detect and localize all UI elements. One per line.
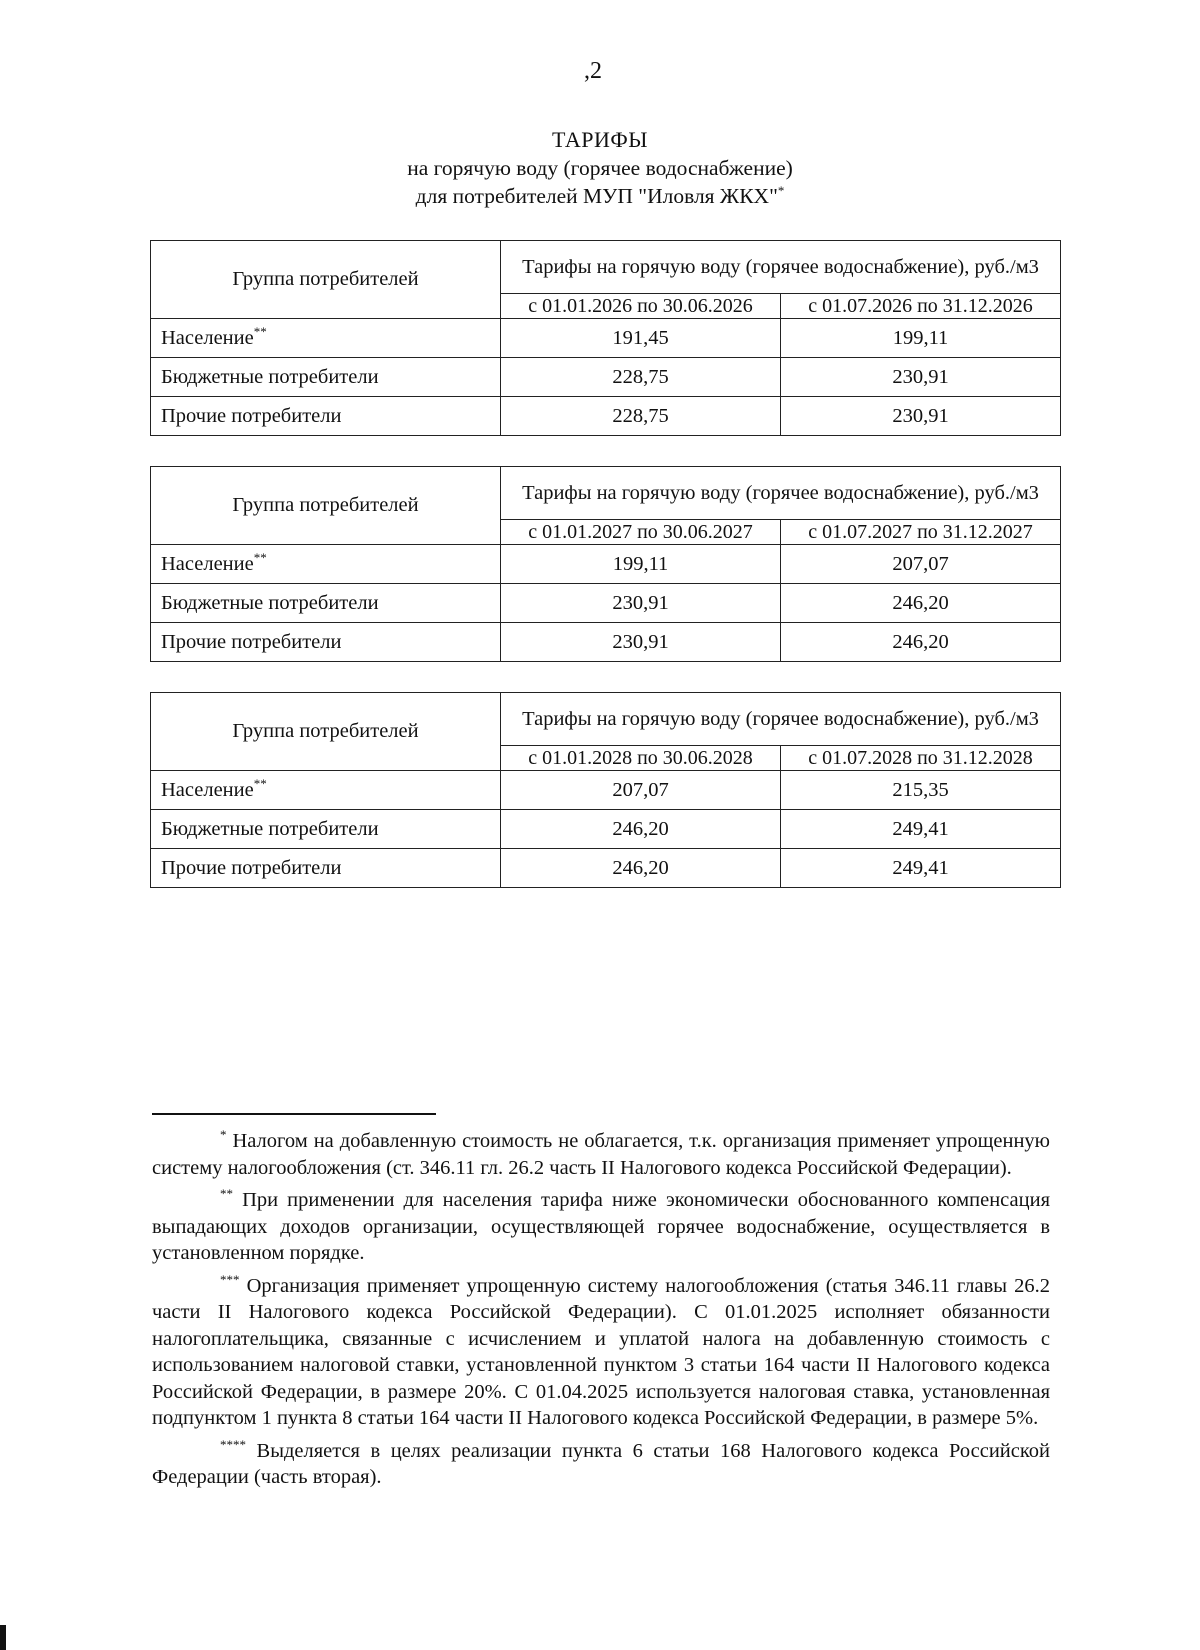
column-header-tariff: Тарифы на горячую воду (горячее водоснабжение), руб./м3	[501, 467, 1061, 520]
row-label	[151, 771, 501, 810]
footnote-text: Организация применяет упрощенную систему налогообложения (статья 346.11 главы 26.2 части II Налогового кодекса Российской Федерации). С 01.01.2025 исполняет обязанности налогоплательщика, связанные с исчислением и уплатой налога на добавленную стоимость с использованием налоговой ставки, установленной пунктом 3 статьи 164 части II Налогового кодекса Российской Федерации, в размере 20%. С 01.04.2025 используется налоговая ставка, установленная подпунктом 1 пункта 8 статьи 164 части II Налогового кодекса Российской Федерации, в размере 5%.	[152, 1274, 1050, 1429]
footnote-marker: *	[777, 183, 785, 198]
document-subtitle: на горячую воду (горячее водоснабжение)	[407, 156, 793, 180]
subtitle-consumer-text: для потребителей МУП "Иловля ЖКХ"	[415, 184, 778, 208]
footnote	[152, 1187, 1050, 1267]
footnote-marker: **	[253, 549, 267, 565]
period-header-second-half: с 01.07.2026 по 31.12.2026	[781, 294, 1061, 319]
column-header-group: Группа потребителей	[151, 241, 501, 319]
tariff-table-2027	[150, 466, 1061, 662]
document-title: ТАРИФЫ	[552, 127, 648, 152]
table-header-row	[151, 693, 1061, 746]
row-label: Прочие потребители	[151, 849, 501, 888]
table-row	[151, 545, 1061, 584]
table-row	[151, 397, 1061, 436]
tariff-value: 228,75	[501, 358, 781, 397]
row-label: Бюджетные потребители	[151, 584, 501, 623]
table-row	[151, 584, 1061, 623]
table-header-row	[151, 467, 1061, 520]
footnotes	[152, 1128, 1050, 1497]
tariff-value: 191,45	[501, 319, 781, 358]
footnote-marker: ****	[220, 1436, 246, 1452]
tariff-value: 230,91	[501, 623, 781, 662]
period-header-first-half: с 01.01.2026 по 30.06.2026	[501, 294, 781, 319]
row-label: Прочие потребители	[151, 623, 501, 662]
column-header-tariff: Тарифы на горячую воду (горячее водоснабжение), руб./м3	[501, 241, 1061, 294]
tariff-value: 246,20	[781, 623, 1061, 662]
footnote-marker: ***	[220, 1271, 240, 1287]
tariff-value: 230,91	[781, 397, 1061, 436]
tariff-value: 249,41	[781, 849, 1061, 888]
row-label-text: Население	[161, 552, 254, 575]
table-row	[151, 810, 1061, 849]
tariff-value: 230,91	[781, 358, 1061, 397]
tariff-value: 246,20	[501, 849, 781, 888]
footnote-divider	[152, 1113, 436, 1115]
period-header-first-half: с 01.01.2028 по 30.06.2028	[501, 746, 781, 771]
table-row	[151, 771, 1061, 810]
tariff-value: 215,35	[781, 771, 1061, 810]
table-row	[151, 849, 1061, 888]
row-label: Бюджетные потребители	[151, 810, 501, 849]
footnote-marker: **	[253, 775, 267, 791]
row-label-text: Население	[161, 326, 254, 349]
table-row	[151, 358, 1061, 397]
footnote-text: Налогом на добавленную стоимость не облагается, т.к. организация применяет упрощенную систему налогообложения (ст. 346.11 гл. 26.2 часть II Налогового кодекса Российской Федерации).	[152, 1130, 1050, 1179]
scan-edge-mark	[0, 1625, 6, 1650]
tariff-value: 249,41	[781, 810, 1061, 849]
period-header-second-half: с 01.07.2028 по 31.12.2028	[781, 746, 1061, 771]
table-row	[151, 319, 1061, 358]
tariff-table-2028	[150, 692, 1061, 888]
tariff-value: 230,91	[501, 584, 781, 623]
column-header-group: Группа потребителей	[151, 693, 501, 771]
footnote	[152, 1273, 1050, 1432]
row-label: Бюджетные потребители	[151, 358, 501, 397]
row-label-text: Население	[161, 778, 254, 801]
footnote	[152, 1128, 1050, 1181]
period-header-first-half: с 01.01.2027 по 30.06.2027	[501, 520, 781, 545]
footnote-marker: **	[220, 1186, 233, 1201]
tariff-table-2026	[150, 240, 1061, 436]
footnote-text: Выделяется в целях реализации пункта 6 статьи 168 Налогового кодекса Российской Федерации (часть вторая).	[152, 1439, 1050, 1488]
row-label	[151, 319, 501, 358]
table-row	[151, 623, 1061, 662]
period-header-second-half: с 01.07.2027 по 31.12.2027	[781, 520, 1061, 545]
footnote-marker: **	[253, 323, 267, 339]
footnote-marker: *	[220, 1127, 227, 1142]
document-subtitle-consumer	[0, 182, 1200, 210]
tariff-value: 246,20	[501, 810, 781, 849]
footnote-text: При применении для населения тарифа ниже экономически обоснованного компенсация выпадающих доходов организации, осуществляющей горячее водоснабжение, осуществляется в установленном порядке.	[152, 1189, 1051, 1264]
document-title-block	[0, 126, 1200, 210]
tariff-value: 207,07	[501, 771, 781, 810]
row-label	[151, 545, 501, 584]
row-label: Прочие потребители	[151, 397, 501, 436]
column-header-tariff: Тарифы на горячую воду (горячее водоснабжение), руб./м3	[501, 693, 1061, 746]
tariff-value: 228,75	[501, 397, 781, 436]
column-header-group: Группа потребителей	[151, 467, 501, 545]
tariff-value: 207,07	[781, 545, 1061, 584]
table-header-row	[151, 241, 1061, 294]
tariff-value: 199,11	[501, 545, 781, 584]
tariff-value: 199,11	[781, 319, 1061, 358]
footnote	[152, 1438, 1050, 1491]
page-number: ,2	[584, 58, 602, 84]
tariff-value: 246,20	[781, 584, 1061, 623]
